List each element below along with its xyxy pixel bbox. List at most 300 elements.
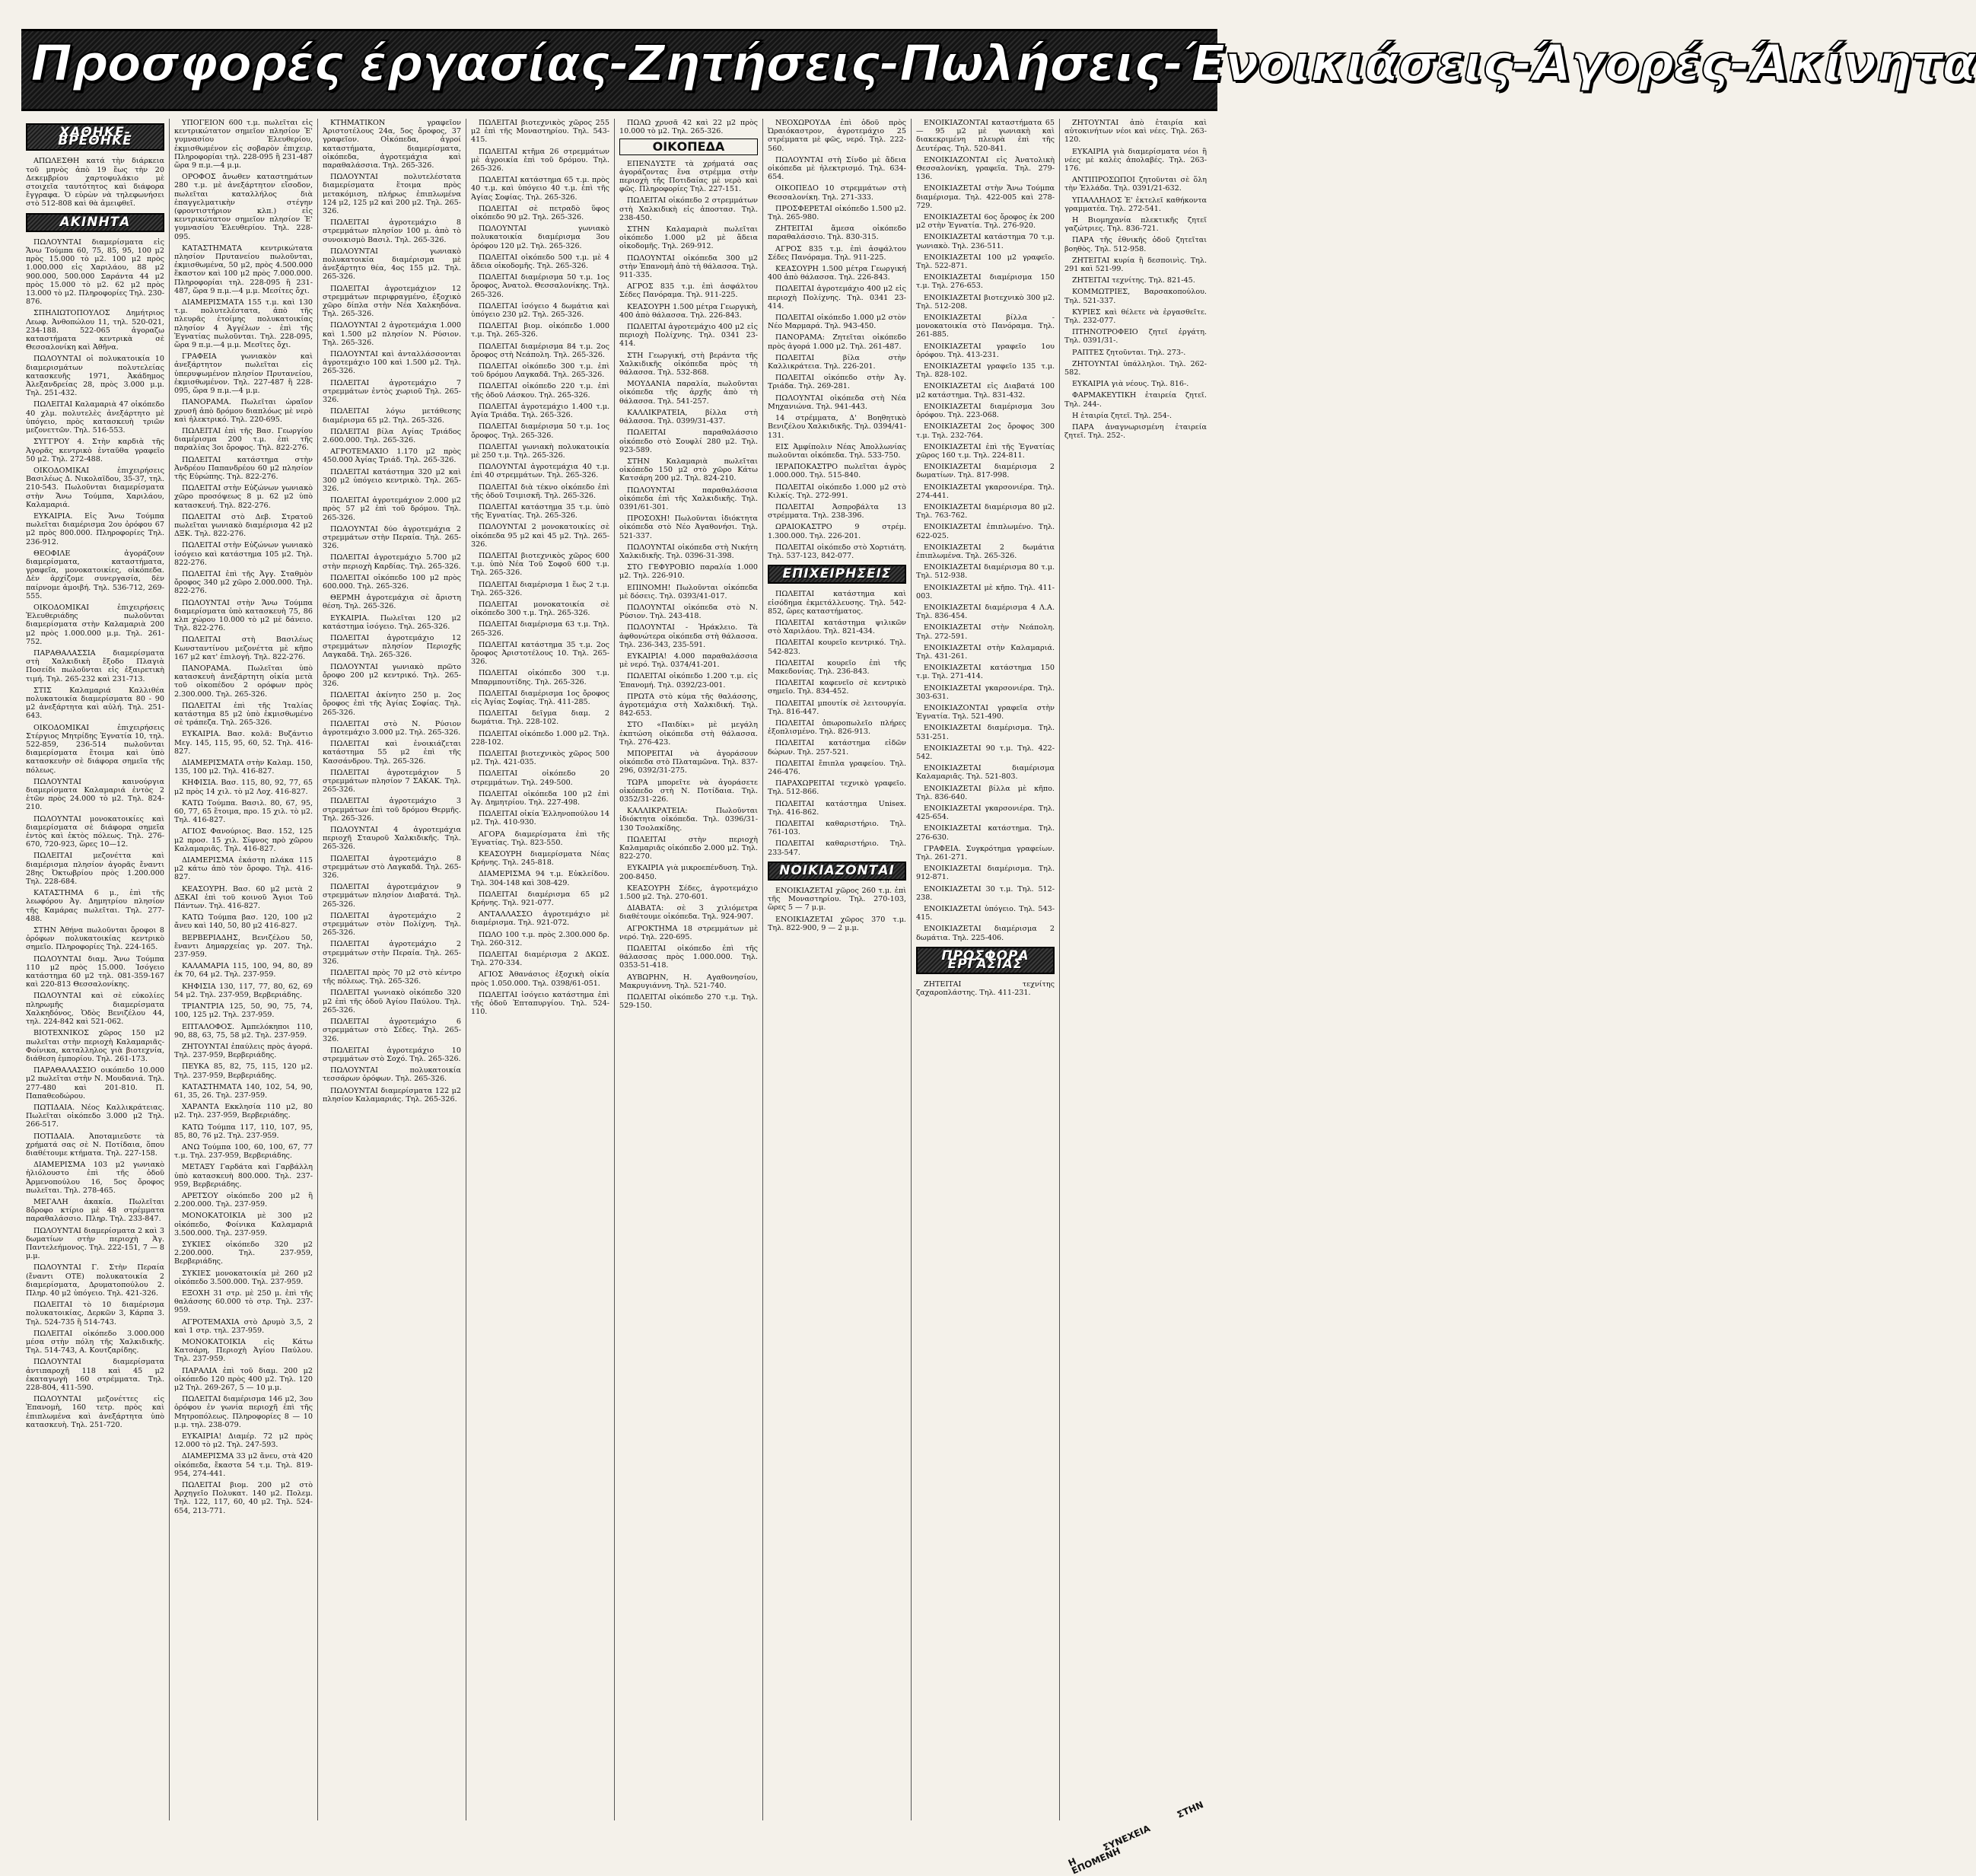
classified-ad: ΠΩΛΕΙΤΑΙ μονοκατοικία σὲ οἰκόπεδο 300 τ.μ. Τηλ. 265-326. xyxy=(471,600,609,618)
classified-ad: ΕΝΟΙΚΙΑΖΕΤΑΙ στὴν Νεάπολη. Τηλ. 272-591. xyxy=(916,623,1055,641)
classified-ad: ΠΩΛΕΙΤΑΙ οἰκόπεδο ἐπὶ τῆς θάλασσας πρὸς 1.000.000. Τηλ. 0353-51-418. xyxy=(619,944,758,970)
classified-ad: ΠΑΡΑΘΑΛΑΣΣΙΑ διαμερίσματα στὴ Χαλκιδικὴ ἔξοδο Πλαγιὰ Ποσείδι πωλοῦνται εἰς ἐξαιρετικὴ τιμή. Τηλ. 265-232 καὶ 231-713. xyxy=(26,648,164,683)
classified-ad: ΠΩΛΕΙΤΑΙ κατάστημα 320 μ2 καὶ 300 μ2 ὑπόγειο κεντρικὸ. Τηλ. 265-326. xyxy=(323,467,461,493)
classified-ad: ΚΤΗΜΑΤΙΚΟΝ γραφεῖον Ἀριστοτέλους 24α, 5ος ὄροφος, 37 γραφεῖον. Οἰκόπεδα, ἀγροί καταστήματα, διαμερίσματα, οἰκόπεδα, ἀγροτεμάχια καὶ παραθαλάσσια. Τηλ. 265-326. xyxy=(323,119,461,170)
classified-ad: ΑΓΡΟΤΕΜΑΧΙΑ στὸ Δρυμὸ 3,5, 2 καὶ 1 στρ. τηλ. 237-959. xyxy=(174,1317,313,1335)
classified-ad: ΕΝΟΙΚΙΑΖΕΤΑΙ εἰς Διαβατά 100 μ2 κατάστημα. Τηλ. 831-432. xyxy=(916,382,1055,400)
classified-ad: ΠΑΝΟΡΑΜΑ. Πωλεῖται ὑπὸ κατασκευὴ ἀνεξάρτητη οἰκία μετὰ τοῦ οἰκοπέδου 2 ορόφων πρὸς 2.300.000. Τηλ. 265-326. xyxy=(174,664,313,699)
classified-ad: ΕΝΟΙΚΙΑΖΕΤΑΙ διαμέρισμα 2 δωμάτια. Τηλ. 225-406. xyxy=(916,925,1055,942)
classified-ad: ΑΥΒΩΡΗΝ, Η. Αγαθονησίου, Μακρυγιάννη. Τηλ. 521-740. xyxy=(619,973,758,990)
classified-ad: ΕΙΣ Ἀμφίπολιν Νέας Ἀπολλωνίας πωλοῦνται οἰκόπεδα. Τηλ. 533-750. xyxy=(768,442,906,460)
classified-ad: ΑΓΙΟΣ Ἀθανάσιος ἐξοχικὴ οἰκία πρὸς 1.050.000. Τηλ. 0398/61-051. xyxy=(471,970,609,988)
classified-ad: ΠΩΛΕΙΤΑΙ βιομ. οἰκόπεδο 1.000 τ.μ. Τηλ. 265-326. xyxy=(471,322,609,339)
classified-ad: ΑΓΡΟΣ 835 τ.μ. ἐπὶ ἀσφάλτου Σέδες Πανόραμα. Τηλ. 911-225. xyxy=(768,244,906,262)
classified-ad: ΠΩΛΟΥΝΤΑΙ στὴ Σίνδο μὲ ἄδεια οἰκόπεδα μὲ ἠλεκτρισμό. Τηλ. 634-654. xyxy=(768,155,906,182)
classified-ad: ΠΩΛΕΙΤΑΙ τὸ 10 διαμέρισμα πολυκατοικίας, Δερκῶν 3, Κάρπα 3. Τηλ. 524-735 ἢ 514-743. xyxy=(26,1301,164,1327)
classified-ad: ΟΙΚΟΠΕΔΟ 10 στρεμμάτων στὴ Θεσσαλονίκη. Τηλ. 271-333. xyxy=(768,184,906,202)
classified-ad: ΣΥΚΙΕΣ μονοκατοικία μὲ 260 μ2 οἰκόπεδο 3.500.000. Τηλ. 237-959. xyxy=(174,1269,313,1286)
classified-ad: ΠΟΤΙΔΑΙΑ. Ἀποταμιεῦστε τὰ χρήματά σας σὲ Ν. Ποτίδαια, ὅπου διαθέτουμε κτήματα. Τηλ. 227-158. xyxy=(26,1132,164,1158)
classified-ad: ΖΗΤΕΙΤΑΙ τεχνίτης. Τηλ. 821-45. xyxy=(1072,276,1195,285)
classified-ad: ΜΠΟΡΕΙΤΑΙ νὰ ἀγοράσουν οἰκόπεδα στὸ Πλαταμῶνα. Τηλ. 837-296, 0392/31-275. xyxy=(619,750,758,776)
classified-ad: ΖΗΤΕΙΤΑΙ τεχνίτης ζαχαροπλάστης. Τηλ. 411-231. xyxy=(916,980,1055,998)
classified-ad: ΣΤΗΝ Καλαμαριὰ πωλεῖται οἰκόπεδο 1.000 μ2 μὲ ἄδεια οἰκοδομῆς. Τηλ. 269-912. xyxy=(619,225,758,251)
classified-ad: ΣΤΗ Γεωργική, στὴ βεράντα τῆς Χαλκιδικῆς οἰκόπεδα πρὸς τὴ θάλασσα. Τηλ. 532-868. xyxy=(619,351,758,377)
classified-ad: ΕΝΟΙΚΙΑΖΕΤΑΙ 2 δωμάτια ἐπιπλωμένα. Τηλ. 265-326. xyxy=(916,543,1055,560)
classified-ad: ΣΥΓΓΡΟΥ 4. Στὴν καρδιὰ τῆς Ἀγορᾶς κεντρικὸ ἐνταῦθα γραφεῖο 50 μ2. Τηλ. 272-488. xyxy=(26,438,164,463)
classified-ad: ΠΩΛΟΥΝΤΑΙ καινούργια διαμερίσματα Καλαμαριά ἐντὸς 2 ἐτῶν πρὸς 24.000 τὸ μ2. Τηλ. 824-210. xyxy=(26,777,164,812)
classified-ad: ΠΩΛΕΙΤΑΙ οἰκόπεδα 100 μ2 ἐπὶ Ἁγ. Δημητρίου. Τηλ. 227-498. xyxy=(471,789,609,807)
classified-ad: ΠΩΛΟΥΝΤΑΙ οἰκόπεδα στὸ Ν. Ρύσιον. Τηλ. 243-418. xyxy=(619,603,758,621)
classified-ad: ΠΩΛΟΥΝΤΑΙ - Ἡράκλειο. Τὰ ἀφθονώτερα οἰκόπεδα στὴ θάλασσα. Τηλ. 236-343, 235-591. xyxy=(619,623,758,649)
classified-ad: ΠΕΥΚΑ 85, 82, 75, 115, 120 μ2. Τηλ. 237-959, Βερβεριάδης. xyxy=(174,1062,313,1080)
classified-ad: ΠΩΛΕΙΤΑΙ οἰκόπεδο 1.200 τ.μ. εἰς Ἐπανομή. Τηλ. 0392/23-001. xyxy=(619,672,758,690)
classified-ad: ΠΩΛΕΙΤΑΙ παραθαλάσσιο οἰκόπεδο στὸ Σουφλί 280 μ2. Τηλ. 923-589. xyxy=(619,428,758,454)
classified-ad: ΕΝΟΙΚΙΑΖΕΤΑΙ διαμέρισμα 4 Λ.Α. Τηλ. 836-454. xyxy=(916,603,1055,621)
classified-ad: ΕΝΟΙΚΙΑΖΕΤΑΙ στὴν Ἄνω Τούμπα διαμέρισμα. Τηλ. 422-005 καὶ 278-729. xyxy=(916,184,1055,210)
column-divider xyxy=(1059,119,1060,1820)
column-divider xyxy=(614,119,615,1820)
classified-ad: ΙΕΡΑΠΟΚΑΣΤΡΟ πωλεῖται ἀγρὸς 1.000.000. Τηλ. 515-840. xyxy=(768,463,906,480)
classified-ad: ΚΕΑΣΟΥΡΗ 1.500 μέτρα Γεωργικὴ, 400 ἀπὸ θάλασσα. Τηλ. 226-843. xyxy=(619,302,758,320)
classified-ad: ΠΩΛΕΙΤΑΙ λόγω μετάθεσης διαμέρισμα 65 μ2. Τηλ. 265-326. xyxy=(323,407,461,425)
classified-ad: ΕΝΟΙΚΙΑΖΕΤΑΙ διαμέρισμα 80 τ.μ. Τηλ. 512-938. xyxy=(916,563,1055,581)
classified-ad: ΠΩΛΕΙΤΑΙ ἀγροτεμάχιον 9 στρεμμάτων πλησίον Διαβατά. Τηλ. 265-326. xyxy=(323,883,461,909)
classified-ad: ΠΩΛΕΙΤΑΙ βίλα Αγίας Τριάδος 2.600.000. Τηλ. 265-326. xyxy=(323,427,461,444)
classified-ad: ΠΩΛΕΙΤΑΙ οἰκόπεδο στὸ Χορτιάτη. Τηλ. 537-123, 842-077. xyxy=(768,543,906,560)
classified-ad: ΓΡΑΦΕΙΑ γωνιακὸν καὶ ἀνεξάρτητον πωλεῖται εἰς ὑπερυψωμένον πλησίον Πρυτανείου, ἐκμισθωμένον. Τηλ. 227-487 ἢ 228-095, ὥρα 9 π.μ.—4 μ.μ. xyxy=(174,352,313,396)
classified-ad: ΚΕΑΣΟΥΡΗ διαμερίσματα Νέας Κρήνης. Τηλ. 245-818. xyxy=(471,850,609,868)
classified-ad: ΣΤΙΣ Καλαμαριά Καλλιθέα πολυκατοικία διαμερίσματα 80 - 90 μ2 ἀνεξάρτητα καὶ αὐλή. Τηλ. 251-643. xyxy=(26,686,164,721)
classified-ad: ΠΩΛΕΙΤΑΙ ἐπὶ τῆς Βασ. Γεωργίου διαμέρισμα 200 τ.μ. ἐπὶ τῆς παραλίας 3οι ὄροφος. Τηλ. 822-276. xyxy=(174,426,313,453)
classified-ad: ΣΤΗΝ Ἀθήνα πωλοῦνται ὄροφοι 8 ὀρόφων πολυκατοικίας κεντρικὸ σημεῖο. Πληροφορίες Τηλ. 224-165. xyxy=(26,926,164,952)
classified-ad: ΠΩΛΕΙΤΑΙ ἀγροτεμάχιον 5 στρεμμάτων πλησίον 7 ΣΑΚΑΚ. Τηλ. 265-326. xyxy=(323,768,461,795)
classified-ad: ΕΝΟΙΚΙΑΖΕΤΑΙ στὴν Καλαμαριά. Τηλ. 431-261. xyxy=(916,643,1055,661)
classified-ad: ΕΝΟΙΚΙΑΖΕΤΑΙ γκαρσονιέρα. Τηλ. 303-631. xyxy=(916,683,1055,701)
classified-ad: ΠΩΛΕΙΤΑΙ βιοτεχνικὸς χῶρος 500 μ2. Τηλ. 421-035. xyxy=(471,750,609,767)
classified-ad: ΕΠΤΑΛΟΦΟΣ. Ἀμπελόκηποι 110, 90, 88, 63, 75, 58 μ2. Τηλ. 237-959. xyxy=(174,1022,313,1040)
classified-ad: ΠΩΛΟΥΝΤΑΙ 2 μονοκατοικίες σὲ οἰκόπεδα 95 μ2 καὶ 45 μ2. Τηλ. 265-326. xyxy=(471,523,609,549)
section-header: ΝΟΙΚΙΑΖΟΝΤΑΙ xyxy=(768,862,906,881)
classified-ad: ΖΗΤΟΥΝΤΑΙ ὑπάλληλοι. Τηλ. 262-582. xyxy=(1064,359,1207,377)
classified-ad: ΠΩΛΕΙΤΑΙ ἀγροτεμάχιο 2 στρεμμάτων στὸν Πολίχνη. Τηλ. 265-326. xyxy=(323,911,461,938)
classified-ad: ΠΩΛΕΙΤΑΙ ἀγροτεμάχιον 12 στρεμμάτων περιφραγμένο, ἐξοχικὸ χῶρο δίπλα στὴν Νέα Χαλκηδόνα. Τηλ. 265-326. xyxy=(323,284,461,319)
classified-ad: ΠΩΛΟΥΝΤΑΙ 4 ἀγροτεμάχια περιοχῆ Σταυροῦ Χαλκιδικῆς. Τηλ. 265-326. xyxy=(323,826,461,852)
classified-ad: ΒΕΡΒΕΡΙΑΔΗΣ, Βενιζέλου 50, ἔναντι Δημαρχείας γρ. 207. Τηλ. 237-959. xyxy=(174,933,313,960)
classified-ad: ΠΩΛΕΙΤΑΙ διαμέρισμα 84 τ.μ. 2ος ὄροφος στὴ Νεάπολη. Τηλ. 265-326. xyxy=(471,342,609,359)
classified-ad: ΜΟΝΟΚΑΤΟΙΚΙΑ εἰς Κάτω Κατσάρη, Περιοχὴ Ἀγίου Παύλου. Τηλ. 237-959. xyxy=(174,1338,313,1364)
classified-ad: ΕΝΟΙΚΙΑΖΕΤΑΙ χῶρος 260 τ.μ. ἐπὶ τῆς Μοναστηρίου. Τηλ. 270-103, ὥρες 5 — 7 μ.μ. xyxy=(768,887,906,913)
classified-ad: ΕΝΟΙΚΙΑΖΕΤΑΙ διαμέρισμα 80 μ2. Τηλ. 763-762. xyxy=(916,502,1055,521)
classified-ad: ΠΩΛΟΥΝΤΑΙ μονοκατοικίες καὶ διαμερίσματα σὲ διάφορα σημεῖα ἐντὸς καὶ ἐκτὸς πόλεως. Τηλ. 276-670, 720-923, ὥρες 10—12. xyxy=(26,814,164,849)
classified-ad: ΠΩΛΕΙΤΑΙ διαμέρισμα 2 ΔΚΩΣ. Τηλ. 270-334. xyxy=(471,951,609,968)
classified-ad: ΠΩΛΟΥΝΤΑΙ ἀγροτεμάχια 40 τ.μ. ἐπὶ 40 στρεμμάτων. Τηλ. 265-326. xyxy=(471,463,609,480)
classified-ad: ΕΝΟΙΚΙΑΖΕΤΑΙ κατάστημα 70 τ.μ. γωνιακὸ. Τηλ. 236-511. xyxy=(916,233,1055,250)
classified-ad: 14 στρέμματα, Δ' Βοηθητικὸ Βενιζέλου Χαλκιδικῆς. Τηλ. 0394/41-131. xyxy=(768,414,906,440)
classified-ad: ΠΡΟΣΦΕΡΕΤΑΙ οἰκόπεδο 1.500 μ2. Τηλ. 265-980. xyxy=(768,204,906,222)
classified-ad: ΠΩΛΕΙΤΑΙ οἰκόπεδο 270 τ.μ. Τηλ. 529-150. xyxy=(619,993,758,1011)
classified-ad: ΠΩΛΕΙΤΑΙ ἀγροτεμάχιο 10 στρεμμάτων στὸ Σοχό. Τηλ. 265-326. xyxy=(323,1046,461,1063)
classified-ad: ΠΩΛΟΥΝΤΑΙ δύο ἀγροτεμάχια 2 στρεμμάτων στὴν Περαία. Τηλ. 265-326. xyxy=(323,524,461,551)
classified-ad: ΠΩΛΕΙΤΑΙ βιοτεχνικὸς χῶρος 255 μ2 ἐπὶ τῆς Μοναστηρίου. Τηλ. 543-415. xyxy=(471,119,609,145)
classified-ad: ΠΑΡΑΘΑΛΑΣΣΙΟ οικόπεδο 10.000 μ2 πωλεῖται στὴν Ν. Μουδανιά. Τηλ. 277-480 καὶ 201-810. Π. Παπαθεοδώρου. xyxy=(26,1066,164,1100)
classified-ad: ΠΩΛΕΙΤΑΙ στὴν Εὐζώνων γωνιακὸ χῶρο προσόψεως 8 μ. 62 μ2 ὑπὸ κατασκευή. Τηλ. 822-276. xyxy=(174,484,313,510)
classified-ad: Η ἑταιρία ζητεῖ. Τηλ. 254-. xyxy=(1072,411,1173,420)
classified-ad: ΕΝΟΙΚΙΑΖΕΤΑΙ γραφεῖο 135 τ.μ. Τηλ. 828-102. xyxy=(916,362,1055,380)
classified-ad: ΠΩΛΟΥΝΤΑΙ καὶ σὲ εὐκολίες πληρωμῆς διαμερίσματα Χαλκηδόνος, Ὁδὸς Βενιζέλου 44, τηλ. 224-842 καὶ 521-062. xyxy=(26,992,164,1027)
page-banner xyxy=(21,29,1976,111)
classified-ad: ΕΝΟΙΚΙΑΖΟΝΤΑΙ καταστήματα 65 — 95 μ2 μὲ γωνιακὴ καὶ διακεκριμένη πλευρὰ ἐπὶ τῆς Δευτέρας. Τηλ. 520-841. xyxy=(916,119,1055,153)
classified-ad: ΕΝΟΙΚΙΑΖΕΤΑΙ γκαρσονιέρα. Τηλ. 425-654. xyxy=(916,804,1055,822)
classified-ad: ΠΩΛΟΥΝΤΑΙ διαμ. Ἄνω Τούμπα 110 μ2 πρὸς 15.000. Ἰσόγειο κατάστημα 60 μ2 τηλ. 081-359-167 καὶ 220-813 Θεσσαλονίκης. xyxy=(26,954,164,989)
column-2 xyxy=(171,119,316,1820)
classified-ad: ΑΓΡΟΤΕΜΑΧΙΟ 1.170 μ2 πρὸς 450.000 Ἀγίας Τριάδ. Τηλ. 265-326. xyxy=(323,448,461,465)
classified-ad: ΕΝΟΙΚΙΑΖΕΤΑΙ ὑπόγειο. Τηλ. 543-415. xyxy=(916,905,1055,922)
classified-ad: ΕΝΟΙΚΙΑΖΕΤΑΙ διαμέρισμα 150 τ.μ. Τηλ. 276-653. xyxy=(916,273,1055,291)
classified-ad: ΕΝΟΙΚΙΑΖΕΤΑΙ γκαρσονιέρα. Τηλ. 274-441. xyxy=(916,483,1055,500)
classified-ad: ΠΩΛΟΥΝΤΑΙ οἰκόπεδα 300 μ2 στὴν Ἐπανομὴ ἀπὸ τὴ θάλασσα. Τηλ. 911-335. xyxy=(619,253,758,280)
classified-ad: ΣΤΟ «Παιδίκι» μὲ μεγάλη ἐκπτώση οἰκόπεδα στὴ θάλασσα. Τηλ. 276-423. xyxy=(619,721,758,747)
classified-ad: ΠΩΛΕΙΤΑΙ διαμέρισμα 50 τ.μ. 1ος ὄροφος, Ἀνατολ. Θεσσαλονίκης. Τηλ. 265-326. xyxy=(471,273,610,299)
classified-ad: ΖΗΤΟΥΝΤΑΙ ἐπαύλεις πρὸς ἀγορά. Τηλ. 237-959, Βερβεριάδης. xyxy=(174,1042,313,1060)
classified-ad: ΑΓΡΟΚΤΗΜΑ 18 στρεμμάτων μὲ νερό. Τηλ. 220-695. xyxy=(619,924,758,941)
classified-ad: ΚΗΦΙΣΙΑ 130, 117, 77, 80, 62, 69 54 μ2. Τηλ. 237-959, Βερβεριάδης. xyxy=(174,982,313,999)
classified-ad: ΑΓΙΟΣ Φανούριος. Βασ. 152, 125 μ2 προσ. 15 χιλ. Σίφνος πρὸ χῶρου Καλαμαριᾶς. Τηλ. 416-827. xyxy=(174,827,313,853)
classified-ad: ΕΝΟΙΚΙΑΖΕΤΑΙ μὲ κῆπο. Τηλ. 411-003. xyxy=(916,583,1055,600)
classified-ad: ΠΩΛΕΙΤΑΙ κατάστημα στὴν Ἀνδρέου Παπανδρέου 60 μ2 πλησίον τῆς Εὐρώπης. Τηλ. 822-276. xyxy=(174,455,313,481)
classified-ad: ΑΝΤΙΠΡΟΣΩΠΟΙ ζητοῦνται σὲ ὅλη τὴν Ἑλλάδα. Τηλ. 0391/21-632. xyxy=(1064,176,1207,193)
classified-ad: ΩΡΑΙΟΚΑΣΤΡΟ 9 στρέμ. 1.300.000. Τηλ. 226-201. xyxy=(768,523,906,540)
column-divider xyxy=(762,119,763,1820)
classified-ad: ΠΩΛΕΙΤΑΙ διαμέρισμα 1 ἕως 2 τ.μ. Τηλ. 265-326. xyxy=(471,580,609,597)
classified-ad: ΠΩΛΟΥΝΤΑΙ οἰκόπεδα στὴ Νικήτη Χαλκιδικῆς. Τηλ. 0396-31-398. xyxy=(619,543,758,560)
classified-ad: ΚΕΑΣΟΥΡΗ Σέδες, ἀγροτεμάχιο 1.500 μ2. Τηλ. 270-601. xyxy=(619,884,758,902)
classified-ad: ΠΩΛΟΥΝΤΑΙ οἱ πολυκατοικία 10 διαμερισμάτων πολυτελείας κατασκευῆς 1971, Ἀκάδημος Ἀλεξανδρείας 28, πρὸς 3.000 μ.μ. Τηλ. 251-432. xyxy=(26,355,164,398)
classified-ad: ΠΩΛΕΙΤΑΙ κατάστημα 35 τ.μ. 2ος ὄροφος Ἀριστοτέλους 10. Τηλ. 265-326. xyxy=(471,640,609,667)
classified-ad: ΠΩΛΕΙΤΑΙ κατάστημα Unisex. Τηλ. 416-862. xyxy=(768,799,906,817)
classified-ad: ΠΩΛΟΥΝΤΑΙ παραθαλάσσια οἰκόπεδα ἐπὶ τῆς Χαλκιδικῆς. Τηλ. 0391/61-301. xyxy=(619,486,758,511)
classified-ad: ΠΩΛΟΥΝΤΑΙ γωνιακὸ πολυκατοικία διαμέρισμα μὲ ἀνεξάρτητο θέα, 4ος 155 μ2. Τηλ. 265-326. xyxy=(323,247,461,282)
classified-ad: ΔΙΑΜΕΡΙΣΜΑΤΑ στὴν Καλαμ. 150, 135, 100 μ2. Τηλ. 416-827. xyxy=(174,759,313,776)
classified-ad: ΟΙΚΟΔΟΜΙΚΑΙ ἐπιχειρήσεις Στέργιος Μητρίδης Ἐγνατία 10, τηλ. 522-859, 236-514 πωλοῦνται διαμερίσματα ἕτοιμα καὶ ὑπὸ κατασκευὴν σὲ διάφορα σημεῖα τῆς πόλεως. xyxy=(26,723,164,775)
classified-ad: ΕΝΟΙΚΙΑΖΕΤΑΙ διαμέρισμα. Τηλ. 531-251. xyxy=(916,724,1055,741)
section-header: ΑΚΙΝΗΤΑ xyxy=(26,213,164,232)
classified-ad: ΠΩΛΕΙΤΑΙ ἀγροτεμάχιο 1.400 τ.μ. Ἀγία Τριάδα. Τηλ. 265-326. xyxy=(471,402,609,420)
classified-ad: ΚΑΤΩ Τούμπα βασ. 120, 100 μ2 ἄνευ καὶ 140, 50, 80 μ2 416-827. xyxy=(174,913,313,931)
classified-ad: ΠΩΛΕΙΤΑΙ ἀγροτεμάχιο 3 στρεμμάτων ἐπὶ τοῦ δρόμου Θερμῆς. Τηλ. 265-326. xyxy=(323,797,461,823)
classified-ad: ΠΤΗΝΟΤΡΟΦΕΙΟ ζητεῖ ἐργάτη. Τηλ. 0391/31-. xyxy=(1064,328,1207,346)
column-4 xyxy=(468,119,613,1820)
classified-ad: ΚΑΤΩ Τούμπα 117, 110, 107, 95, 85, 80, 76 μ2. Τηλ. 237-959. xyxy=(174,1123,313,1140)
classified-ad: ΑΓΡΟΣ 835 τ.μ. ἐπὶ ἀσφάλτου Σέδες Πανόραμα. Τηλ. 911-225. xyxy=(619,282,758,300)
classified-ad: ΠΩΛΟΥΝΤΑΙ γωνιακὸ πολυκατοικία διαμέρισμα 3ου ὀρόφου 120 μ2. Τηλ. 265-326. xyxy=(471,225,609,250)
section-header: ΧΑΘΗΚΕ-ΒΡΕΘΗΚΕ xyxy=(26,123,164,151)
classified-ad: ΠΩΛΕΙΤΑΙ ἐπὶ τῆς Ἀγγ. Σταθμὸν ὄροφος 340 μ2 χῶρο 2.000.000. Τηλ. 822-276. xyxy=(174,569,313,596)
classified-ad: ΠΩΛΕΙΤΑΙ ἀγροτεμάχιο 2 στρεμμάτων στὴν Περαία. Τηλ. 265-326. xyxy=(323,940,461,966)
classified-ad: ΚΑΤΑΣΤΗΜΑΤΑ κεντρικώτατα πλησίον Πρυτανείου πωλοῦνται, ἐκμισθωμένα, 50 μ2, πρὸς 4.500.000 ἕκαστον καὶ 100 μ2 πρὸς 7.000.000. Πληροφορίαι τηλ. 228-095 ἢ 231-487, ὥρα 9 π.μ.—4 μ.μ. Μεσίτες ὄχι. xyxy=(174,244,313,295)
classified-ad: ΠΩΛΕΙΤΑΙ κουρεῖο ἐπὶ τῆς Μακεδονίας. Τηλ. 236-843. xyxy=(768,658,906,676)
classified-ad: ΠΩΛΕΙΤΑΙ μπουτίκ σὲ λειτουργία. Τηλ. 816-447. xyxy=(768,699,906,716)
classified-ad: ΠΩΛΕΙΤΑΙ καὶ ἐνοικιάζεται κατάστημα 55 μ2 ἐπὶ τῆς Κασσάνδρου. Τηλ. 265-326. xyxy=(323,740,461,766)
classified-ad: ΑΝΤΑΛΛΑΣΣΟ ἀγροτεμάχιο μὲ διαμέρισμα. Τηλ. 921-072. xyxy=(471,910,609,928)
classified-ad: ΠΩΛΟΥΝΤΑΙ πολυκατοικία τεσσάρων ὀρόφων. Τηλ. 265-326. xyxy=(323,1066,461,1084)
classified-ad: ΠΩΛΕΙΤΑΙ ἔπιπλα γραφείου. Τηλ. 246-476. xyxy=(768,759,906,776)
classified-ad: ΣΤΗΝ Καλαμαριὰ πωλεῖται οἰκόπεδο 150 μ2 στὸ χῶρο Κάτω Κατσάρη 200 μ2. Τηλ. 824-210. xyxy=(619,457,758,483)
classified-ad: ΠΩΛΕΙΤΑΙ βίλα στὴν Καλλικράτεια. Τηλ. 226-201. xyxy=(768,353,906,371)
classified-ad: ΠΩΛΕΙΤΑΙ διαμέρισμα 65 μ2 Κρήνης. Τηλ. 921-077. xyxy=(471,890,609,908)
classified-ad: ΠΩΛΕΙΤΑΙ ἀγροτεμάχιο 6 στρεμμάτων στὸ Σέδες. Τηλ. 265-326. xyxy=(323,1018,461,1043)
classified-ad: ΕΝΟΙΚΙΑΖΕΤΑΙ διαμέρισμα. Τηλ. 912-871. xyxy=(916,865,1055,882)
classified-ad: ΜΟΥΔΑΝΙΑ παραλία, πωλοῦνται οἰκόπεδα τῆς ἀρχῆς ἀπὸ τὴ θάλασσα. Τηλ. 541-257. xyxy=(619,380,758,406)
classified-ad: ΠΩΛΕΙΤΑΙ οἰκόπεδο στὴν Ἀγ. Τριάδα. Τηλ. 269-281. xyxy=(768,374,906,391)
classified-ad: ΠΩΛΕΙΤΑΙ ἀγροτεμάχιο 5.700 μ2 στὴν περιοχὴ Καρδίας. Τηλ. 265-326. xyxy=(323,553,461,571)
classified-ad: ΠΩΛΕΙΤΑΙ ἀγροτεμάχιο 8 στρεμμάτων πλησίον 100 μ. ἀπὸ τὸ συνοικισμὸ Βασιλ. Τηλ. 265-326. xyxy=(323,218,461,244)
classified-ad: ΔΙΑΒΑΤΑ: σὲ 3 χιλιόμετρα διαθέτουμε οἰκόπεδα. Τηλ. 924-907. xyxy=(619,904,758,922)
classified-ad: ΚΑΛΛΙΚΡΑΤΕΙΑ, βίλλα στὴ θάλασσα. Τηλ. 0399/31-437. xyxy=(619,408,758,426)
classified-ad: ΠΩΛΕΙΤΑΙ οἰκόπεδο 1.000 μ2 στὸν Νέο Μαρμαρά. Τηλ. 943-450. xyxy=(768,314,906,331)
classified-ad: ΧΑΡΑΝΤΑ Εκκλησία 110 μ2, 80 μ2. Τηλ. 237-959, Βερβεριάδης. xyxy=(174,1103,313,1120)
classified-ad: ΤΡΙΑΝΤΡΙΑ 125, 50, 90, 75, 74, 100, 125 μ2. Τηλ. 237-959. xyxy=(174,1002,313,1020)
classified-ad: ΠΩΛΟΥΝΤΑΙ 2 ἀγροτεμάχια 1.000 καὶ 1.500 μ2 πλησίον Ν. Ρύσιον. Τηλ. 265-326. xyxy=(323,321,461,347)
classified-ad: ΕΝΟΙΚΙΑΖΕΤΑΙ 100 μ2 γραφεῖο. Τηλ. 522-871. xyxy=(916,253,1055,271)
classified-ad: ΠΩΛΕΙΤΑΙ ἀγροτεμάχιο 7 στρεμμάτων ἐντὸς χωριοῦ Τηλ. 265-326. xyxy=(323,378,461,405)
classified-ad: ΟΙΚΟΔΟΜΙΚΑΙ ἐπιχειρήσεις Ἐλευθεριάδης πωλοῦνται διαμερίσματα στὴν Καλαμαριὰ 200 μ2 πρὸς 1.000.000 μ.μ. Τηλ. 261-752. xyxy=(26,603,164,646)
classified-ad: ΕΞΟΧΗ 31 στρ. μὲ 250 μ. ἐπὶ τῆς θαλάσσης 60.000 τὸ στρ. Τηλ. 237-959. xyxy=(174,1288,313,1315)
classified-ad: ΦΑΡΜΑΚΕΥΤΙΚΗ ἑταιρεία ζητεῖ. Τηλ. 244-. xyxy=(1064,391,1207,409)
classified-ad: ΠΩΛΕΙΤΑΙ σὲ πετραδὸ ὕφος οἰκόπεδο 90 μ2. Τηλ. 265-326. xyxy=(471,204,609,222)
classified-ad: ΑΝΩ Τούμπα 100, 60, 100, 67, 77 τ.μ. Τηλ. 237-959, Βερβεριάδης. xyxy=(174,1142,313,1161)
classified-ad: ΕΠΙΝΟΜΗ! Πωλοῦνται οἰκόπεδα μὲ δόσεις. Τηλ. 0393/41-017. xyxy=(619,583,758,600)
classified-ad: ΥΠΑΛΛΗΛΟΣ Ἑ' ἐκτελεῖ καθήκοντα γραμματέα. Τηλ. 272-541. xyxy=(1064,196,1207,213)
classified-ad: ΕΝΟΙΚΙΑΖΕΤΑΙ κατάστημα 150 τ.μ. Τηλ. 271-414. xyxy=(916,664,1055,681)
classified-ad: ΣΠΗΛΙΩΤΟΠΟΥΛΟΣ Δημήτριος Λεωφ. Ἀνθοπώλου 11, τηλ. 520-021, 234-188. 522-065 ἀγοραζω καταστήματα κεντρικὰ σὲ Θεσσαλονίκη καὶ Ἀθῆνα. xyxy=(26,309,164,352)
classified-ad: ΠΩΛΟΥΝΤΑΙ μεζονέττες εἰς Ἐπανομὴ, 160 τετρ. πρὸς καὶ ἐπιπλωμένα καὶ ἀνεξάρτητα ὑπὸ κατασκευὴ. Τηλ. 251-720. xyxy=(26,1395,164,1429)
classified-ad: ΕΝΟΙΚΙΑΖΕΤΑΙ κατάστημα. Τηλ. 276-630. xyxy=(916,824,1055,842)
classified-ad: ΠΩΛΕΙΤΑΙ δεῖγμα διαμ. 2 δωμάτια. Τηλ. 228-102. xyxy=(471,709,609,727)
classified-ad: ΠΩΛΕΙΤΑΙ οἰκόπεδο 1.000 μ2 στὸ Κιλκίς. Τηλ. 272-991. xyxy=(768,483,906,500)
column-divider xyxy=(911,119,912,1820)
classified-ad: ΕΥΚΑΙΡΙΑ. Πωλεῖται 120 μ2 κατάστημα ἰσόγειο. Τηλ. 265-326. xyxy=(323,613,461,631)
classified-ad: ΠΩΛΕΙΤΑΙ κατάστημα 65 τ.μ. πρὸς 40 τ.μ. καὶ ὑπόγειο 40 τ.μ. ἐπὶ τῆς Ἀγίας Σοφίας. Τηλ. 265-326. xyxy=(471,176,609,202)
classified-ad: ΠΩΛΕΙΤΑΙ ἀγροτεμάχιο 400 μ2 εἰς περιοχὴ Πολίχνης. Τηλ. 0341 23-414. xyxy=(619,323,758,349)
classified-ad: ΠΡΟΣΟΧΗ! Πωλοῦνται ἰδιόκτητα οἰκόπεδα στὸ Νέο Ἀγαθονήσι. Τηλ. 521-337. xyxy=(619,514,758,540)
classified-ad: ΜΕΓΑΛΗ ἀκακία. Πωλεῖται 8ὄροφο κτίριο μὲ 48 στρέμματα παραθαλάσσιο. Πληρ. Τηλ. 233-847. xyxy=(26,1197,164,1224)
classified-ad: ΠΩΛΕΙΤΑΙ καθαριστήριο. Τηλ. 233-547. xyxy=(768,839,906,857)
classified-ad: ΖΗΤΟΥΝΤΑΙ ἀπὸ ἐταιρία καὶ αὐτοκινήτων νέοι καὶ νέες. Τηλ. 263-120. xyxy=(1064,119,1207,145)
classified-ad: ΕΝΟΙΚΙΑΖΕΤΑΙ 90 τ.μ. Τηλ. 422-542. xyxy=(916,744,1055,761)
classified-ad: ΠΩΛΟΥΝΤΑΙ Γ. Στὴν Περαία (ἔναντι ΟΤΕ) πολυκατοικία 2 διαμερίσματα, Δρυματοπούλου 2. Πληρ. 40 μ2 ὑπόγειο. Τηλ. 421-326. xyxy=(26,1263,164,1298)
classified-ad: ΠΩΛΕΙΤΑΙ διὰ τέκνο οἰκόπεδο ἐπὶ τῆς ὁδοῦ Τσιμισκῆ. Τηλ. 265-326. xyxy=(471,483,609,500)
classified-ad: ΕΝΟΙΚΙΑΖΕΤΑΙ βιοτεχνικὸ 300 μ2. Τηλ. 512-208. xyxy=(916,293,1055,311)
classified-ad: ΕΥΚΑΙΡΙΑ. Εἰς Ἄνω Τούμπα πωλεῖται διαμέρισμα 2ου ὀρόφου 67 μ2 πρὸς 800.000. Πληροφορίες Τηλ. 236-912. xyxy=(26,511,164,546)
classified-ad: ΕΝΟΙΚΙΑΖΕΤΑΙ ἐπιπλωμένο. Τηλ. 622-025. xyxy=(916,523,1055,540)
column-6 xyxy=(765,119,909,1820)
classified-ad: ΚΑΤΑΣΤΗΜΑ 6 μ., ἐπὶ τῆς λεωφόρου Ἀγ. Δημητρίου πλησίον τῆς Καμάρας πωλεῖται. Τηλ. 277-488. xyxy=(26,889,164,923)
section-header: ΟΙΚΟΠΕΔΑ xyxy=(619,139,758,154)
classified-ad: ΔΙΑΜΕΡΙΣΜΑ 33 μ2 ἄνευ, στὰ 420 οἰκόπεδα, ἔκαστα 54 τ.μ. Τηλ. 819-954, 274-441. xyxy=(174,1452,313,1478)
classified-ad: ΠΩΛΟ 100 τ.μ. πρὸς 2.300.000 δρ. Τηλ. 260-312. xyxy=(471,930,609,948)
classified-ad: ΠΩΛΕΙΤΑΙ ἀγροτεμάχιο 12 στρεμμάτων πλησίον Περιοχῆς Λαγκαδᾶ. Τηλ. 265-326. xyxy=(323,633,461,660)
classified-ad: ΠΩΛΕΙΤΑΙ Ἀσπροβάλτα 13 στρέμματα. Τηλ. 238-396. xyxy=(768,502,906,521)
classified-ad: ΘΕΟΦΙΛΕ ἀγοράζουν διαμερίσματα, καταστήματα, γραφεῖα, μονοκατοικίες, οἰκόπεδα. Δὲν ἀρχίζομε συνεργασία, δὲν παίρνομε ἀμοιβή. Τηλ. 536-712, 269-555. xyxy=(26,549,164,600)
classified-ad: ΠΩΛΕΙΤΑΙ κατάστημα 35 τ.μ. ὑπὸ τῆς Ἐγνατίας. Τηλ. 265-326. xyxy=(471,502,609,521)
classified-ad: ΕΥΚΑΙΡΙΑ γιὰ νέους. Τηλ. 816-. xyxy=(1072,380,1189,389)
section-header: ΕΠΙΧΕΙΡΗΣΕΙΣ xyxy=(768,565,906,584)
classified-ad: ΠΩΛΕΙΤΑΙ οἰκόπεδο 220 τ.μ. ἐπὶ τῆς ὁδοῦ Λάσκου. Τηλ. 265-326. xyxy=(471,382,609,400)
classified-ad: ΕΠΕΝΔΥΣΤΕ τὰ χρήματά σας ἀγοράζοντας ἕνα στρέμμα στὴν περιοχὴ τῆς Ποτιδαίας μὲ νερὸ καὶ φῶς. Πληροφορίες Τηλ. 227-151. xyxy=(619,159,758,194)
banner-title: Προσφορές έργασίας-Ζητήσεις-Πωλήσεις-Ένοικιάσεις-Άγορές-Άκίνητα xyxy=(30,34,1976,93)
classified-ad: ΕΥΚΑΙΡΙΑ γιὰ μικροεπένδυση. Τηλ. 200-8450. xyxy=(619,864,758,881)
classified-ad: ΘΕΡΜΗ ἀγροτεμάχια σὲ ἄριστη θέση. Τηλ. 265-326. xyxy=(323,594,461,611)
classified-ad: ΠΩΛΕΙΤΑΙ ἀγροτεμάχιο 8 στρεμμάτων στὸ Λαγκαδᾶ. Τηλ. 265-326. xyxy=(323,854,461,881)
classified-ad: ΠΩΛΕΙΤΑΙ γωνιακὴ πολυκατοικία μὲ 250 τ.μ. Τηλ. 265-326. xyxy=(471,442,609,460)
classified-ad: ΠΩΛΕΙΤΑΙ ἐπὶ τῆς Ἰταλίας κατάστημα 85 μ2 ὑπὸ ἐκμισθωμένο σὲ τράπεζα. Τηλ. 265-326. xyxy=(174,701,313,728)
classified-ad: ΕΥΚΑΙΡΙΑ γιὰ διαμερίσματα νέοι ἢ νέες μὲ καλὲς ἀπολαβές. Τηλ. 263-176. xyxy=(1064,147,1207,174)
classified-ad: ΖΗΤΕΙΤΑΙ κυρία ἢ δεσποινὶς. Τηλ. 291 καὶ 521-99. xyxy=(1064,256,1207,274)
classified-ad: ΚΑΛΛΙΚΡΑΤΕΙΑ: Πωλοῦνται ἰδιόκτητα οἰκόπεδα. Τηλ. 0396/31-130 Τσολακίδης. xyxy=(619,807,758,833)
classified-ad: ΠΩΛΕΙΤΑΙ βιομ. 200 μ2 στὸ Ἀρχηγεῖο Πολυκατ. 140 μ2. Πολεμ. Τηλ. 122, 117, 60, 40 μ2. Τηλ. 524-654, 213-771. xyxy=(174,1481,313,1515)
classified-ad: ΚΑΤΩ Τούμπα. Βασιλ. 80, 67, 95, 60, 77, 65 ἕτοιμα, προ. 15 χιλ. τὸ μ2. Τηλ. 416-827. xyxy=(174,798,313,825)
classified-ad: ΠΩΛΕΙΤΑΙ οἰκόπεδο 1.000 μ2. Τηλ. 228-102. xyxy=(471,729,609,747)
classified-ad: ΓΡΑΦΕΙΑ. Συγκρότημα γραφείων. Τηλ. 261-271. xyxy=(916,844,1055,862)
classified-ad: ΠΩΛΕΙΤΑΙ οἰκόπεδο 3.000.000 μέσα στὴν πόλη τῆς Χαλκιδικῆς. Τηλ. 514-743, Α. Κουτζαρίδης. xyxy=(26,1329,164,1355)
classified-ad: ΚΟΜΜΩΤΡΙΕΣ, Βαρσακοπούλου. Τηλ. 521-337. xyxy=(1064,288,1207,305)
classified-ad: ΠΩΛΕΙΤΑΙ ἀκίνητο 250 μ. 2ος ὄροφος ἐπὶ τῆς Ἀγίας Σοφίας. Τηλ. 265-326. xyxy=(323,691,461,717)
classified-ad: ΠΩΛΕΙΤΑΙ οἰκόπεδο 20 στρεμμάτων. Τηλ. 249-500. xyxy=(471,769,609,787)
column-7 xyxy=(913,119,1058,1820)
classified-ad: ΕΝΟΙΚΙΑΖΕΤΑΙ 6ος ὄροφος ἐκ 200 μ2 στὴν Ἐγνατία. Τηλ. 276-920. xyxy=(916,213,1055,231)
classified-ad: ΣΤΟ ΓΕΦΥΡΟΒΙΟ παραλία 1.000 μ2. Τηλ. 226-910. xyxy=(619,563,758,581)
classified-ad: ΠΩΛΕΙΤΑΙ στὴ Βασιλέως Κωνσταντίνου μεζονέττα μὲ κῆπο 167 μ2 κατ' ἐπιλογή. Τηλ. 822-276. xyxy=(174,635,313,661)
classified-ad: ΕΥΚΑΙΡΙΑ! Διαμέρ. 72 μ2 πρὸς 12.000 τὸ μ2. Τηλ. 247-593. xyxy=(174,1432,313,1450)
classified-ad: ΠΩΛΕΙΤΑΙ οἰκία Ἐλληνοπούλου 14 μ2. Τηλ. 410-930. xyxy=(471,810,609,827)
column-divider xyxy=(317,119,318,1820)
classified-ad: ΠΩΛΟΥΝΤΑΙ διαμερίσματα εἰς Ἄνω Τούμπα 60, 75, 85, 95, 100 μ2 πρὸς 15.000 τὸ μ2. 100 μ2 πρὸς 1.000.000 εἰς Χαριλάου, 88 μ2 900.000, 500.000 Σαράντα 44 μ2 πρὸς 15.000 τὸ μ2. 62 μ2 πρὸς 13.000 τὸ μ2. Πληροφορίες Τηλ. 230-876. xyxy=(26,237,164,307)
classifieds-columns xyxy=(23,119,1210,1876)
classified-ad: ΕΝΟΙΚΙΑΖΕΤΑΙ διαμέρισμα 2 δωματίων. Τηλ. 817-998. xyxy=(916,463,1055,480)
classified-ad: ΠΩΛΕΙΤΑΙ ἀγροτεμάχιο 400 μ2 εἰς περιοχὴ Πολίχνης. Τηλ. 0341 23-414. xyxy=(768,285,906,311)
classified-ad: ΠΑΡΑΧΩΡΕΙΤΑΙ τεχνικὸ γραφεῖο. Τηλ. 512-866. xyxy=(768,779,906,797)
classified-ad: ΠΩΛΕΙΤΑΙ ἀγροτεμάχιον 2.000 μ2 πρὸς 57 μ2 ἐπὶ τοῦ δρόμου. Τηλ. 265-326. xyxy=(323,496,461,522)
classified-ad: ΠΩΛΕΙΤΑΙ πρὸς 70 μ2 στὸ κέντρο τῆς πόλεως. Τηλ. 265-326. xyxy=(323,969,461,986)
classified-ad: ΟΙΚΟΔΟΜΙΚΑΙ ἐπιχειρήσεις Βασιλέως Δ. Νικολαϊδου, 35-37, τηλ. 210-543. Πωλοῦνται διαμερίσματα στὴν Ἄνω Τούμπα, Χαριλάου, Καλαμαριά. xyxy=(26,466,164,509)
classified-ad: ΠΩΛΩ χρυσᾶ 42 καὶ 22 μ2 πρὸς 10.000 τὸ μ2. Τηλ. 265-326. xyxy=(619,119,758,136)
classified-ad: ΜΟΝΟΚΑΤΟΙΚΙΑ μὲ 300 μ2 οἰκόπεδο, Φοίνικα Καλαμαριᾶ 3.500.000. Τηλ. 237-959. xyxy=(174,1212,313,1237)
column-3 xyxy=(320,119,464,1820)
classified-ad: ΠΩΛΕΙΤΑΙ διαμέρισμα 1ος ὄροφος εἰς Ἀγίας Σοφίας. Τηλ. 411-285. xyxy=(471,689,609,706)
classified-ad: ΖΗΤΕΙΤΑΙ ἄμεσα οἰκόπεδο παραθαλάσσιο. Τηλ. 830-315. xyxy=(768,225,906,242)
classified-ad: ΠΩΛΟΥΝΤΑΙ καὶ ἀνταλλάσσονται ἀγροτεμάχιο 100 καὶ 1.500 μ2. Τηλ. 265-326. xyxy=(323,350,461,376)
classified-ad: ΠΩΛΕΙΤΑΙ οἰκόπεδο 300 τ.μ. Μπαρμπουτίδης. Τηλ. 265-326. xyxy=(471,669,609,686)
classified-ad: ΠΩΛΕΙΤΑΙ Καλαμαριὰ 47 οἰκόπεδο 40 χλμ. πολυτελὲς ἀνεξάρτητο μὲ ὑπόγειο, πρὸς κατασκευὴ τριῶν μεζονεττῶν. Τηλ. 516-553. xyxy=(26,400,164,435)
classified-ad: ΠΩΛΕΙΤΑΙ ἰσόγειο 4 δωμάτια καὶ ὑπόγειο 230 μ2. Τηλ. 265-326. xyxy=(471,301,609,320)
classified-ad: ΚΕΑΣΟΥΡΗ. Βασ. 60 μ2 μετὰ 2 ΔΞΚΑΙ ἐπὶ τοῦ κοινοῦ Ἄγιοι Τοῦ Πάντων. Τηλ. 416-827. xyxy=(174,884,313,911)
classified-ad: ΠΩΛΟΥΝΤΑΙ διαμερίσματα 2 καὶ 3 δωματίων στὴν περιοχὴ Ἁγ. Παντελεήμονος. Τηλ. 222-151, 7 — 8 μ.μ. xyxy=(26,1226,164,1261)
classified-ad: ΕΝΟΙΚΙΑΖΕΤΑΙ ἐπὶ τῆς Ἐγνατίας χῶρος 160 τ.μ. Τηλ. 224-811. xyxy=(916,442,1055,460)
classified-ad: ΔΙΑΜΕΡΙΣΜΑ 103 μ2 γωνιακὸ ἠλιόλουστο ἐπὶ τῆς ὁδοῦ Ἀρμενοπούλου 16, 5ος ὄροφος πωλεῖται. Τηλ. 278-465. xyxy=(26,1161,164,1195)
classified-ad: ΠΑΝΟΡΑΜΑ: Ζητεῖται οἰκόπεδο πρὸς ἀγορά 1.000 μ2. Τηλ. 261-487. xyxy=(768,333,906,351)
classified-ad: ΠΩΛΕΙΤΑΙ κατάστημα εἰδῶν δώρων. Τηλ. 257-521. xyxy=(768,739,906,756)
classified-ad: ΠΩΛΕΙΤΑΙ γωνιακὸ οἰκόπεδο 320 μ2 ἐπὶ τῆς ὁδοῦ Ἀγίου Παύλου. Τηλ. 265-326. xyxy=(323,989,461,1014)
classified-ad: ΕΝΟΙΚΙΑΖΟΝΤΑΙ εἰς Ἀνατολικὴ Θεσσαλονίκη, γραφεῖα. Τηλ. 279-136. xyxy=(916,155,1055,182)
classified-ad: ΠΩΛΕΙΤΑΙ στὴν περιοχὴ Καλαμαριᾶς οἰκόπεδο 2.000 μ2. Τηλ. 822-270. xyxy=(619,835,758,862)
column-8 xyxy=(1061,119,1210,1876)
classified-ad: ΠΑΡΑ τῆς ἐθνικῆς ὁδοῦ ζητεῖται βοηθὸς. Τηλ. 512-958. xyxy=(1064,236,1207,253)
classified-ad: ΠΩΛΟΥΝΤΑΙ στὴν Ἄνω Τούμπα διαμερίσματα ὑπὸ κατασκευὴ 75, 86 κλπ χώρου 10.000 τὸ μ2 μὲ δάνειο. Τηλ. 822-276. xyxy=(174,598,313,633)
classified-ad: ΠΩΛΕΙΤΑΙ διαμέρισμα 146 μ2, 3ου ὀρόφου ἐν γωνία περιοχῆ ἐπὶ τῆς Μητροπόλεως. Πληροφορίες 8 — 10 μ.μ. τηλ. 238-079. xyxy=(174,1395,313,1429)
classified-ad: ΜΕΤΑΞΥ Γαρδάτα καὶ Γαρβάλλη ὑπὸ κατασκευὴ 800.000. Τηλ. 237-959, Βερβεριάδης. xyxy=(174,1163,313,1189)
classified-ad: ΠΩΛΕΙΤΑΙ ἰσόγειο κατάστημα ἐπὶ τῆς ὁδοῦ Ἐπταπυργίου. Τηλ. 524-110. xyxy=(471,990,609,1017)
section-header: ΠΡΟΣΦΟΡΑ ΕΡΓΑΣΙΑΣ xyxy=(916,947,1055,974)
column-1 xyxy=(23,119,167,1820)
classified-ad: ΠΑΝΟΡΑΜΑ. Πωλεῖται ὡραῖον χρυσῆ ἀπὸ δρόμου διαπλόως μὲ νερὸ καὶ ἠλεκτρικό. Τηλ. 220-695. xyxy=(174,398,313,424)
classified-ad: ΥΠΟΓΕΙΟΝ 600 τ.μ. πωλεῖται εἰς κεντρικώτατον σημεῖον πλησίον Ἑ' γυμνασίου Ἐλευθερίου, ἐκμισθωμένον εἰς σοβαρὸν ἐπιχειρ. Πληροφορίαι τηλ. 228-095 ἢ 231-487 ὥρα 9 π.μ.—4 μ.μ. xyxy=(174,119,313,170)
classified-ad: ΠΩΛΟΥΝΤΑΙ πολυτελέστατα διαμερίσματα ἕτοιμα πρὸς μετακόμιση, πλήρως ἐπιπλωμένα 124 μ2, 125 μ2 καὶ 200 μ2. Τηλ. 265-326. xyxy=(323,173,461,216)
classified-ad: ΕΝΟΙΚΙΑΖΕΤΑΙ 2ος ὄροφος 300 τ.μ. Τηλ. 232-764. xyxy=(916,422,1055,440)
continued-note: Η ΣΥΝΕΧΕΙΑ ΣΤΗΝ ΕΠΟΜΕΝΗ xyxy=(1066,1798,1205,1876)
classified-ad: ΠΩΛΟΥΝΤΑΙ οἰκόπεδα στὴ Νέα Μηχανιώνα. Τηλ. 941-443. xyxy=(768,393,906,411)
classified-ad: ΕΥΚΑΙΡΙΑ! 4.000 παραθαλάσσια μὲ νερό. Τηλ. 0374/41-201. xyxy=(619,651,758,670)
classified-ad: ΕΝΟΙΚΙΑΖΕΤΑΙ βίλλα μὲ κῆπο. Τηλ. 836-640. xyxy=(916,784,1055,801)
classified-ad: ΠΩΛΕΙΤΑΙ κατάστημα καὶ εἰσόδημα ἐκμετάλλευσης. Τηλ. 542-852, ὥρες καταστήματος. xyxy=(768,590,906,616)
classified-ad: ΚΥΡΙΕΣ καὶ θέλετε νὰ ἐργασθεῖτε. Τηλ. 232-077. xyxy=(1064,307,1207,326)
classified-ad: ΠΩΛΟΥΝΤΑΙ διαμερίσματα ἀντιπαροχῆ 118 καὶ 45 μ2 ἐκαταγωγὴ 160 στρέμματα. Τηλ. 228-804, 411-590. xyxy=(26,1358,164,1393)
classified-ad: ΠΩΛΕΙΤΑΙ καφενεῖο σὲ κεντρικὸ σημεῖο. Τηλ. 834-452. xyxy=(768,679,906,696)
classified-ad: ΠΩΛΕΙΤΑΙ οἰκόπεδο 300 τ.μ. ἐπὶ τοῦ δρόμου Λαγκαδᾶ. Τηλ. 265-326. xyxy=(471,362,609,380)
classified-ad: ΚΗΦΙΣΙΑ. Βασ. 115, 80, 92, 77, 65 μ2 πρὸς 14 χιλ. τὸ μ2 Λοχ. 416-827. xyxy=(174,779,313,796)
classified-ad: ΠΡΩΤΑ στὸ κύμα τῆς θαλάσσης, ἀγροτεμάχια στὴ Χαλκιδική. Τηλ. 842-653. xyxy=(619,692,758,718)
column-divider xyxy=(169,119,170,1820)
classified-ad: ΚΑΤΑΣΤΗΜΑΤΑ 140, 102, 54, 90, 61, 35, 26. Τηλ. 237-959. xyxy=(174,1082,313,1100)
classified-ad: ΑΡΕΤΣΟΥ οἰκόπεδο 200 μ2 ἢ 2.200.000. Τηλ. 237-959. xyxy=(174,1191,313,1209)
classified-ad: ΔΙΑΜΕΡΙΣΜΑΤΑ 155 τ.μ. καὶ 130 τ.μ. πολυτελέστατα, ἀπὸ τῆς πλευρᾶς ἑτοίμης πολυκατοικίας πλησίον 4 Ἀγγέλων - ἐπὶ τῆς Ἐγνατίας πωλοῦνται. Τηλ. 228-095, ὥρα 9 π.μ.—4 μ.μ. Μεσῖτες ὄχι. xyxy=(174,298,313,350)
classified-ad: ΠΩΛΕΙΤΑΙ κτῆμα 26 στρεμμάτων μὲ ἀγροικία ἐπὶ τοῦ δρόμου. Τηλ. 265-326. xyxy=(471,147,609,174)
classified-ad: ΤΩΡΑ μπορεῖτε νὰ ἀγοράσετε οἰκόπεδο στὴ Ν. Ποτίδαια. Τηλ. 0352/31-226. xyxy=(619,778,758,804)
classified-ad: ΠΑΡΑΛΙΑ ἐπὶ τοῦ διαμ. 200 μ2 οἰκόπεδο 120 πρὸς 400 μ2. Τηλ. 120 μ2 Τηλ. 269-267, 5 — 10 μ.μ. xyxy=(174,1366,313,1393)
classified-ad: ΕΝΟΙΚΙΑΖΕΤΑΙ γραφεῖο 1ου ὀρόφου. Τηλ. 413-231. xyxy=(916,342,1055,359)
classified-ad: ΔΙΑΜΕΡΙΣΜΑ 94 τ.μ. Εὐκλείδου. Τηλ. 304-148 καὶ 308-429. xyxy=(471,870,609,887)
classified-ad: ΑΠΩΛΕΣΘΗ κατά τὴν διάρκεια τοῦ μηνὸς ἀπὸ 19 ἕως τὴν 20 Δεκεμβρίου χαρτοφυλάκιο μὲ στοιχεῖα ταυτότητος καὶ διάφορα ἔγγραφα. Ὁ εὑρὼν νὰ τηλεφωνήσει στὸ 512-808 καὶ θὰ ἀμειφθεῖ. xyxy=(26,157,164,209)
classified-ad: Η Βιομηχανία πλεκτικῆς ζητεῖ γαζώτριες. Τηλ. 836-721. xyxy=(1064,216,1207,234)
classified-ad: ΟΡΟΦΟΣ ἄνωθεν καταστημάτων 280 τ.μ. μὲ ἀνεξάρτητον εἴσοδον, πωλεῖται καταλλήλος διὰ ἐπαγγελματικὴν στέγην (φροντιστήριον κλπ.) εἰς κεντρικώτατον σημεῖον πλησίον Ἑ' γυμνασίου Ἐλευθερίου. Τηλ. 228-095. xyxy=(174,173,313,241)
classified-ad: ΠΑΡΑ ἀναγνωρισμένη ἑταιρεία ζητεῖ. Τηλ. 252-. xyxy=(1064,423,1207,441)
classified-ad: ΠΩΛΕΙΤΑΙ διαμέρισμα 50 τ.μ. 1ος ὄροφος. Τηλ. 265-326. xyxy=(471,422,609,440)
classified-ad: ΕΥΚΑΙΡΙΑ. Βασ. κολᾶ: Βυζάντιο Μεγ. 145, 115, 95, 60, 52. Τηλ. 416-827. xyxy=(174,730,313,756)
classified-ad: ΚΕΑΣΟΥΡΗ 1.500 μέτρα Γεωργική 400 ἀπὸ θάλασσα. Τηλ. 226-843. xyxy=(768,265,906,282)
classified-ad: ΕΝΟΙΚΙΑΖΕΤΑΙ βίλλα - μονοκατοικία στὸ Πανόραμα. Τηλ. 261-885. xyxy=(916,314,1055,339)
classified-ad: ΠΩΛΕΙΤΑΙ οἰκόπεδο 2 στρεμμάτων στὴ Χαλκιδικὴ εἰς ἀποστασ. Τηλ. 238-450. xyxy=(619,196,758,222)
classified-ad: ΠΩΛΕΙΤΑΙ στὴν Εὐζώνων γωνιακὸ ἰσόγειο καὶ κατάστημα 105 μ2. Τηλ. 822-276. xyxy=(174,541,313,567)
classified-ad: ΣΥΚΙΕΣ οἰκόπεδο 320 μ2 2.200.000. Τηλ. 237-959, Βερβεριάδης. xyxy=(174,1240,313,1266)
classified-ad: ΠΩΛΕΙΤΑΙ βιοτεχνικὸς χῶρος 600 τ.μ. ὑπὸ Νέα Τοῦ Σοφοῦ 600 τ.μ. Τηλ. 265-326. xyxy=(471,551,609,578)
classified-ad: ΒΙΟΤΕΧΝΙΚΟΣ χῶρος 150 μ2 πωλεῖται στὴν περιοχὴ Καλαμαριᾶς-Φοίνικα, καταλληλος γιὰ βιοτεχνία, διάθεση ἐμπορίου. Τηλ. 261-173. xyxy=(26,1029,164,1063)
classified-ad: ΠΩΛΕΙΤΑΙ οἰκόπεδο 100 μ2 πρὸς 600.000. Τηλ. 265-326. xyxy=(323,573,461,591)
classified-ad: ΠΩΛΕΙΤΑΙ μεζονέττα καὶ διαμέρισμα πλησίον ἀγορᾶς ἔναντι 28ης Ὀκτωβρίου πρὸς 1.200.000 Τηλ. 228-684. xyxy=(26,852,164,887)
classified-ad: ΠΩΛΕΙΤΑΙ στὸ Δεβ. Στρατοῦ πωλεῖται γωνιακὸ διαμέρισμα 42 μ2 ΔΞΚ. Τηλ. 822-276. xyxy=(174,512,313,539)
classified-ad: ΠΩΛΕΙΤΑΙ καθαριστήριο. Τηλ. 761-103. xyxy=(768,820,906,837)
classified-ad: ΠΩΛΕΙΤΑΙ κατάστημα ψιλικῶν στὸ Χαριλάου. Τηλ. 821-434. xyxy=(768,618,906,636)
classified-ad: ΕΝΟΙΚΙΑΖΟΝΤΑΙ γραφεῖα στὴν Ἐγνατία. Τηλ. 521-490. xyxy=(916,703,1055,721)
classified-ad: ΕΝΟΙΚΙΑΖΕΤΑΙ 30 τ.μ. Τηλ. 512-238. xyxy=(916,884,1055,902)
classified-ad: ΔΙΑΜΕΡΙΣΜΑ ἐκάστη πλάκα 115 μ2 κάτω ἀπὸ τὸν ὄροφο. Τηλ. 416-827. xyxy=(174,856,313,882)
classified-ad: ΚΑΛΑΜΑΡΙΑ 115, 100, 94, 80, 89 ἐκ 70, 64 μ2. Τηλ. 237-959. xyxy=(174,962,313,979)
classified-ad: ΠΩΛΕΙΤΑΙ ὀπωροπωλεῖο πλήρες ἐξοπλισμένο. Τηλ. 826-913. xyxy=(768,718,906,737)
column-5 xyxy=(616,119,761,1820)
classified-ad: ΠΩΛΕΙΤΑΙ οἰκόπεδο 500 τ.μ. μὲ 4 ἄδεια οἰκοδομῆς. Τηλ. 265-326. xyxy=(471,253,609,271)
classified-ad: ΠΩΛΕΙΤΑΙ στὸ Ν. Ρύσιον ἀγροτεμάχιο 3.000 μ2. Τηλ. 265-326. xyxy=(323,719,461,737)
classified-ad: ΠΩΤΙΔΑΙΑ. Νέος Καλλικράτειας. Πωλεῖται οἰκόπεδο 3.000 μ2 Τηλ. 266-517. xyxy=(26,1103,164,1129)
classified-ad: ΡΑΠΤΕΣ ζητοῦνται. Τηλ. 273-. xyxy=(1072,348,1186,357)
classified-ad: ΠΩΛΟΥΝΤΑΙ διαμερίσματα 122 μ2 πλησίον Καλαμαριάς. Τηλ. 265-326. xyxy=(323,1086,461,1104)
